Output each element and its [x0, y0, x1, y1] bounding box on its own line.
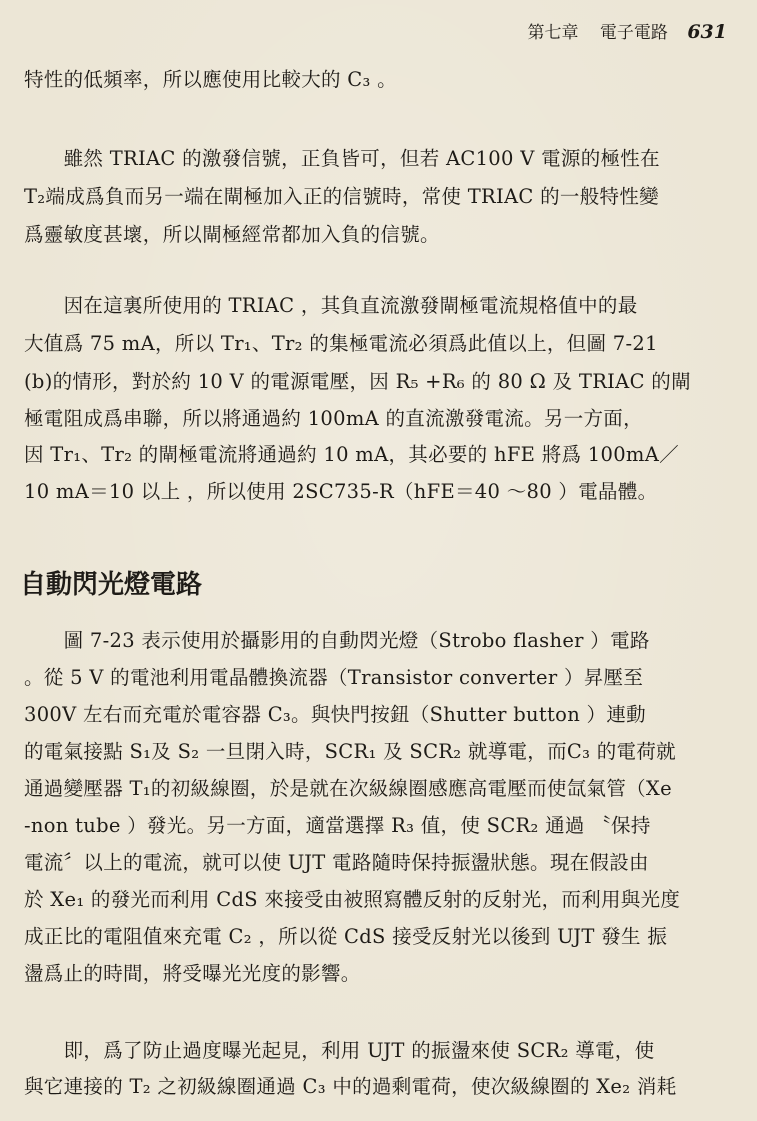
text-line: 電流〞以上的電流，就可以使 UJT 電路隨時保持振盪狀態。現在假設由: [24, 851, 649, 874]
page-number: 631: [687, 21, 727, 43]
text-line: 。從 5 V 的電池利用電晶體換流器（Transistor converter ）昇壓至: [24, 666, 644, 689]
text-line: 因 Tr₁、Tr₂ 的閘極電流將通過約 10 mA，其必要的 hFE 將爲 100mA／: [24, 443, 679, 466]
text-line: 大值爲 75 mA，所以 Tr₁、Tr₂ 的集極電流必須爲此值以上，但圖 7-21: [24, 332, 658, 355]
running-head: [528, 18, 727, 46]
text-line: (b)的情形，對於約 10 V 的電源電壓，因 R₅ +R₆ 的 80 Ω 及 TRIAC 的閘: [24, 370, 691, 393]
text-line: 圖 7-23 表示使用於攝影用的自動閃光燈（Strobo flasher ）電路: [24, 629, 650, 652]
text-line: 與它連接的 T₂ 之初級線圈通過 C₃ 中的過剩電荷，使次級線圈的 Xe₂ 消耗: [24, 1075, 677, 1098]
text-line: 極電阻成爲串聯，所以將通過約 100mA 的直流激發電流。另一方面，: [24, 407, 643, 430]
section-label: 電子電路: [599, 23, 668, 43]
text-line: 的電氣接點 S₁及 S₂ 一旦閉入時，SCR₁ 及 SCR₂ 就導電，而C₃ 的電荷就: [24, 740, 676, 763]
text-line: 盪爲止的時間，將受曝光光度的影響。: [24, 962, 361, 985]
text-line: -non tube ）發光。另一方面，適當選擇 R₃ 值，使 SCR₂ 通過 〝保持: [24, 814, 651, 837]
text-line: 通過變壓器 T₁的初級線圈，於是就在次級線圈感應高電壓而使氙氣管（Xe: [24, 777, 672, 800]
text-line: 因在這裏所使用的 TRIAC ，其負直流激發閘極電流規格值中的最: [24, 294, 638, 317]
text-line: T₂端成爲負而另一端在閘極加入正的信號時，常使 TRIAC 的一般特性變: [24, 185, 659, 208]
text-line: 雖然 TRIAC 的激發信號，正負皆可，但若 AC100 V 電源的極性在: [24, 147, 660, 170]
text-line: 成正比的電阻值來充電 C₂ ，所以從 CdS 接受反射光以後到 UJT 發生 振: [24, 925, 668, 948]
text-line: 特性的低頻率，所以應使用比較大的 C₃ 。: [24, 68, 397, 91]
text-line: 爲靈敏度甚壞，所以閘極經常都加入負的信號。: [24, 223, 440, 246]
chapter-label: 第七章: [527, 23, 579, 43]
text-line: 於 Xe₁ 的發光而利用 CdS 來接受由被照寫體反射的反射光，而利用與光度: [24, 888, 681, 911]
text-line: 即，爲了防止過度曝光起見，利用 UJT 的振盪來使 SCR₂ 導電，使: [24, 1039, 655, 1062]
text-line: 300V 左右而充電於電容器 C₃。與快門按鈕（Shutter button ）連動: [24, 703, 646, 726]
text-line: 10 mA＝10 以上 ，所以使用 2SC735-R（hFE＝40 ～80 ）電晶體。: [24, 480, 658, 503]
section-heading: 自動閃光燈電路: [20, 570, 203, 600]
